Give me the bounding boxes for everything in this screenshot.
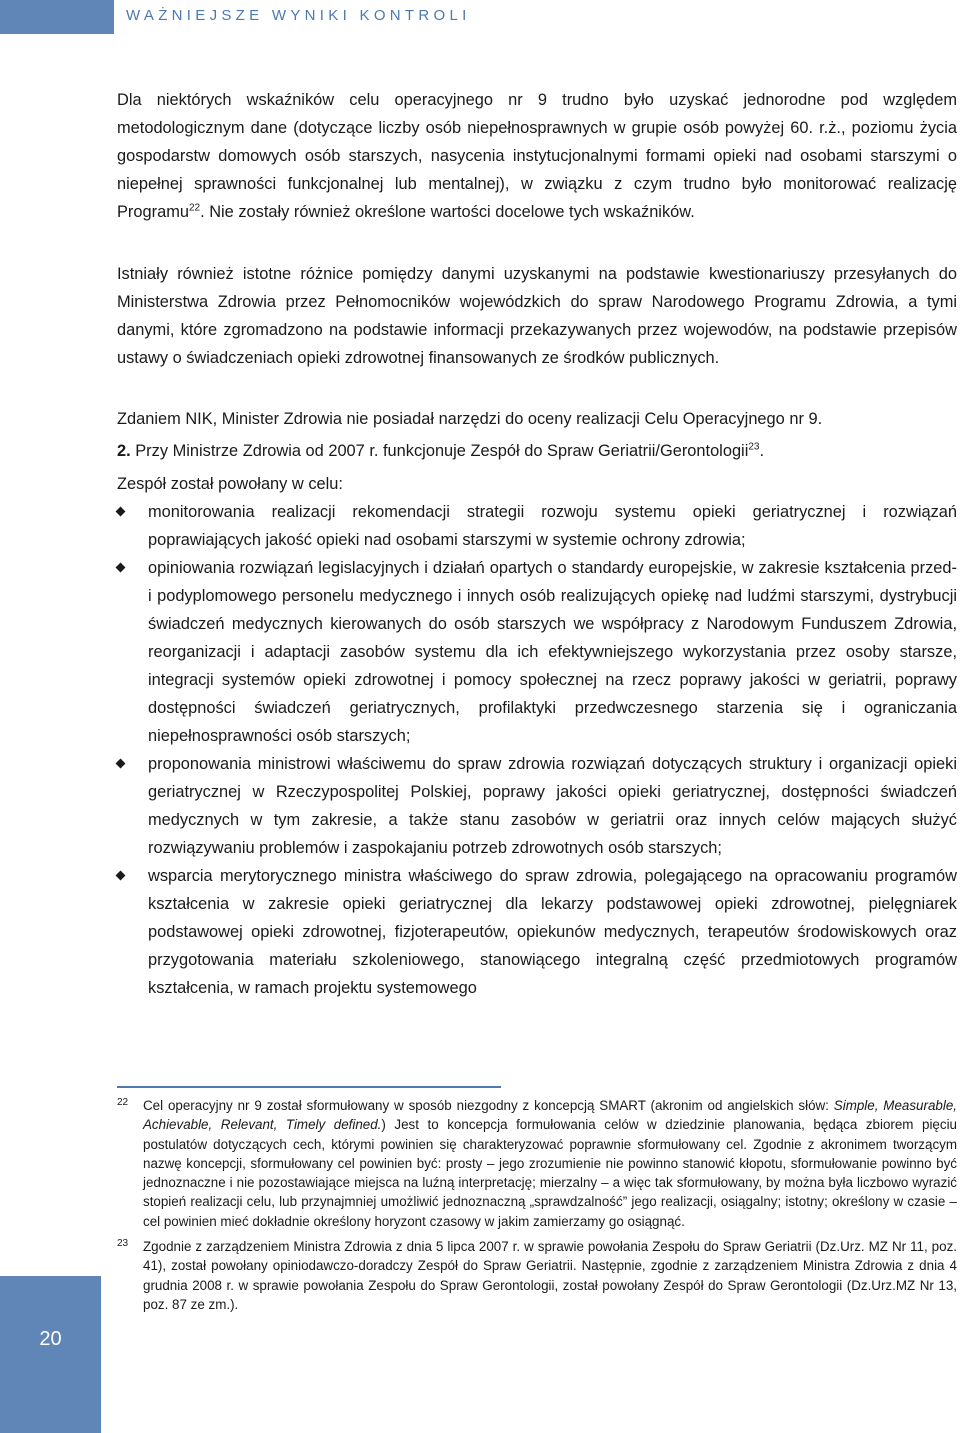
list-item-text: wsparcia merytorycznego ministra właściwego do spraw zdrowia, polegającego na opracowaniu programów kształcenia w zakresie opieki geriatrycznej dla lekarzy podstawowej opieki zdrowotnej, pielęgniarek podstawowej opieki zdrowotnej, fizjoterapeutów, opiekunów medycznych, terapeutów środowiskowych oraz przygotowania materiału szkoleniowego, stanowiącego integralną część przedmiotowych programów kształcenia, w ramach projektu systemowego [148,867,957,997]
footnotes [117,1096,957,1314]
footnote-divider [117,1086,501,1088]
paragraph-nik-opinion [117,405,957,433]
list-item-text: opiniowania rozwiązań legislacyjnych i działań opartych o standardy europejskie, w zakresie kształcenia przed- i podyplomowego personelu medycznego i innych osób realizujących opiekę nad ludźmi starszymi, dystrybucji świadczeń medycznych kierowanych do osób starszych we współpracy z Narodowym Funduszem Zdrowia, reorganizacji i adaptacji zasobów systemu dla ich efektywniejszego wykorzystania przez osoby starsze, integracji systemów opieki zdrowotnej i pomocy społecznej na rzecz poprawy jakości w geriatrii, poprawy dostępności świadczeń geriatrycznych, profilaktyki przedwczesnego starzenia się i ograniczania niepełnosprawności osób starszych; [148,559,957,745]
paragraph-indicators [117,86,957,226]
paragraph-text: . Nie zostały również określone wartości docelowe tych wskaźników. [200,203,695,221]
list-item-text: proponowania ministrowi właściwemu do spraw zdrowia rozwiązań dotyczących struktury i organizacji opieki geriatrycznej w Rzeczypospolitej Polskiej, poprawy jakości opieki geriatrycznej, dostępności świadczeń medycznych w tym zakresie, a także stanu zasobów w geriatrii oraz innych celów mających służyć rozwiązywaniu problemów i zaspokajaniu potrzeb zdrowotnych osób starszych; [148,755,957,857]
footnote-text: Zgodnie z zarządzeniem Ministra Zdrowia z dnia 5 lipca 2007 r. w sprawie powołania Zespołu do Spraw Geriatrii (Dz.Urz. MZ Nr 11, poz. 41), został powołany opiniodawczo-doradczy Zespół do Spraw Geriatrii. Następnie, zgodnie z zarządzeniem Ministra Zdrowia z dnia 4 grudnia 2008 r. w sprawie powołania Zespołu do Spraw Gerontologii, został powołany Zespół do Spraw Gerontologii (Dz.Urz.MZ Nr 13, poz. 87 ze zm.). [143,1239,957,1312]
paragraph-text-end: . [759,442,765,460]
paragraph-differences [117,260,957,372]
diamond-bullet-icon [116,871,126,881]
list-item [117,862,957,1002]
paragraph-text: Zespół został powołany w celu: [117,475,343,493]
footnote-23 [117,1237,957,1314]
paragraph-text: Przy Ministrze Zdrowia od 2007 r. funkcjonuje Zespół do Spraw Geriatrii/Gerontologii [135,442,749,460]
list-item [117,750,957,862]
footnote-number: 23 [117,1238,129,1250]
section-title: WAŻNIEJSZE WYNIKI KONTROLI [126,7,471,24]
diamond-bullet-icon [116,507,126,517]
paragraph-text: Zdaniem NIK, Minister Zdrowia nie posiadał narzędzi do oceny realizacji Celu Operacyjnego nr 9. [117,410,823,428]
diamond-bullet-icon [116,759,126,769]
footnote-italic-text: Simple, Measurable, Achievable, Relevant, Timely defined. [143,1098,957,1133]
purpose-list [117,498,957,1002]
paragraph-text: Dla niektórych wskaźników celu operacyjnego nr 9 trudno było uzyskać jednorodne pod względem metodologicznym dane (dotyczące liczby osób niepełnosprawnych w grupie osób powyżej 60. r.ż., poziomu życia gospodarstw domowych osób starszych, nasycenia instytucjonalnymi formami opieki nad osobami starszymi o niepełnej sprawności funkcjonalnej lub mentalnej), w związku z czym trudno było monitorować realizację Programu [117,91,957,221]
point-number: 2. [117,442,131,460]
paragraph-text: Istniały również istotne różnice pomiędzy danymi uzyskanymi na podstawie kwestionariuszy przesyłanych do Ministerstwa Zdrowia przez Pełnomocników wojewódzkich do spraw Narodowego Programu Zdrowia, a tymi danymi, które zgromadzono na podstawie informacji przekazywanych przez wojewodów, na podstawie przepisów ustawy o świadczeniach opieki zdrowotnej finansowanych ze środków publicznych. [117,265,957,367]
diamond-bullet-icon [116,563,126,573]
page-number-box [0,1276,101,1433]
footnote-ref-23[interactable]: 23 [748,441,760,453]
list-item-text: monitorowania realizacji rekomendacji strategii rozwoju systemu opieki geriatrycznej i rozwiązań poprawiających jakość opieki nad osobami starszymi w systemie ochrony zdrowia; [148,503,957,549]
footnote-number: 22 [117,1097,129,1108]
list-item [117,498,957,554]
list-item [117,554,957,750]
footnote-text: Cel operacyjny nr 9 został sformułowany w sposób niezgodny z koncepcją SMART (akronim od angielskich słów: [143,1098,834,1113]
paragraph-team [117,437,957,465]
footnote-ref-22[interactable]: 22 [188,202,201,214]
footnote-22 [117,1096,957,1231]
header-color-bar [0,0,114,34]
paragraph-team-purpose [117,470,957,498]
page-number: 20 [39,1328,62,1350]
footnote-text: ) Jest to koncepcja formułowania celów w dziedzinie planowania, będąca zbiorem pięciu postulatów dotyczących cech, którymi powinien się charakteryzować poprawnie sformułowany cel. Zgodnie z akronimem tworzącym nazwę koncepcji, sformułowany cel powinien być: prosty – jego zrozumienie nie powinno stanowić kłopotu, sformułowanie powinno być jednoznaczne i nie pozostawiające miejsca na luźną interpretację; mierzalny – a więc tak sformułowany, by można była liczbowo wyrazić stopień realizacji celu, lub przynajmniej umożliwić jednoznaczną „sprawdzalność” jego realizacji, osiągalny; istotny; określony w czasie – cel powinien mieć dokładnie określony horyzont czasowy w jakim zamierzamy go osiągnąć. [143,1117,957,1229]
